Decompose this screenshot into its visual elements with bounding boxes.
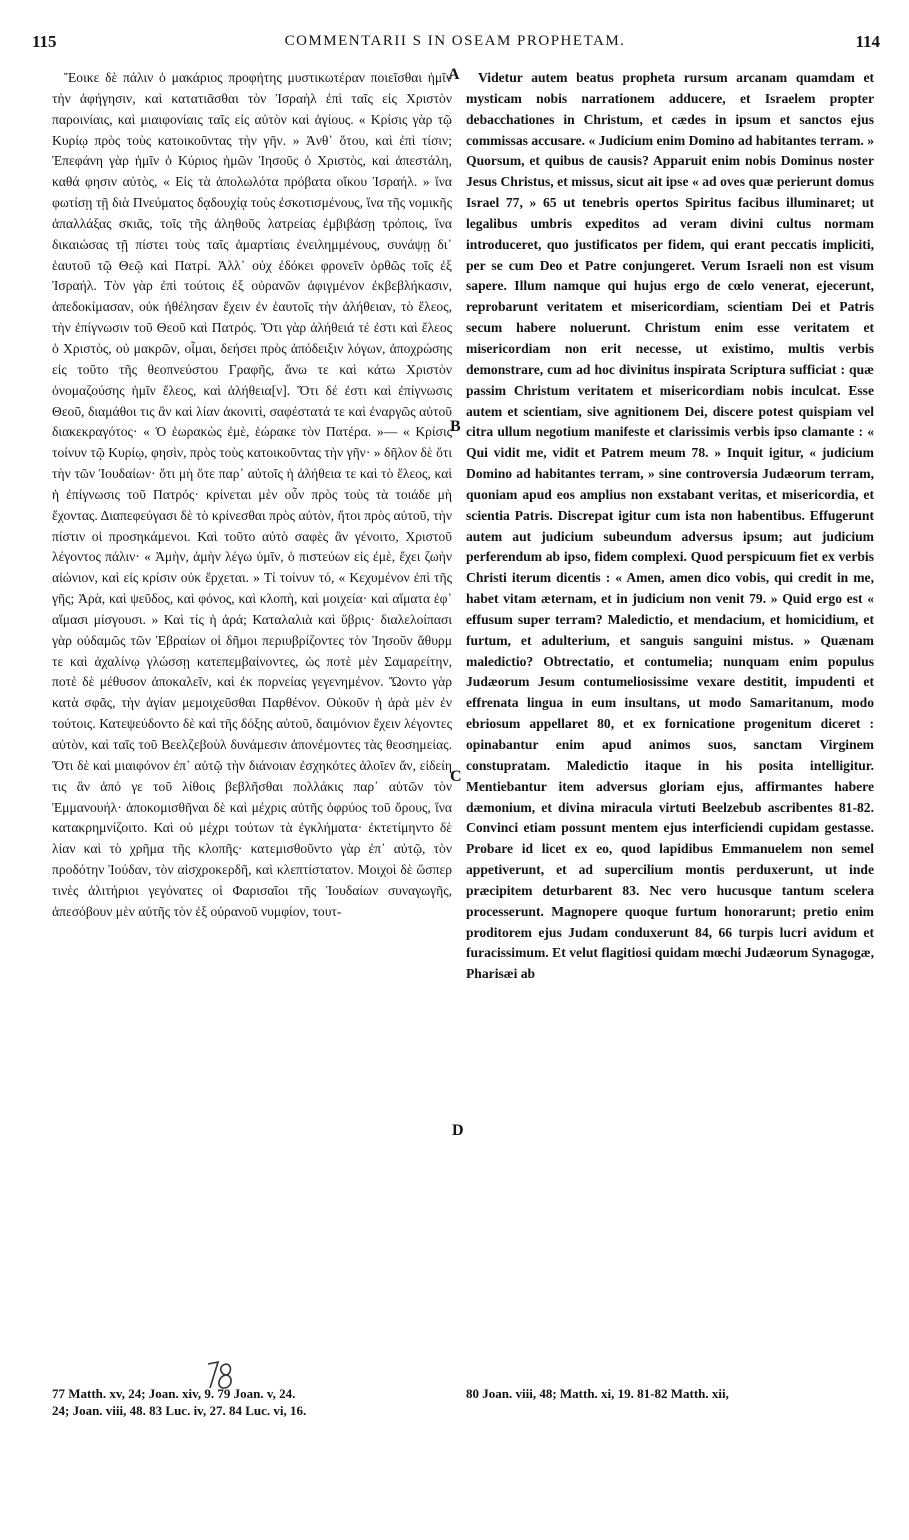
greek-column — [52, 68, 452, 1348]
running-header — [30, 32, 880, 54]
margin-letter-c: C — [450, 768, 462, 785]
footnotes-right — [466, 1385, 874, 1402]
latin-text: Videtur autem beatus propheta rursum arcanam quamdam et mysticam nobis narrationem adducere, et Israelem propter debacchationes in Christum, et cædes in ipsum et sanctos ejus commissas accusare. « Judicium enim Domino ad habitantes terram. » Quorsum, et quibus de causis? Apparuit enim nobis Dominus noster Jesus Christus, et missus, sicut ait ipse « ad oves quæ perierunt domus Israel 77, » 65 ut tenebris opertos Spiritus facibus illuminaret; ut legalibus umbris expeditos ad veram divini cultus normam introduceret, quo justificatos per fidem, qui erant peccatis impliciti, per se cum Deo et Patre conjungeret. Verum Israeli non est visum sapere. Illum namque qui hujus ergo de cœlo venerat, ejecerunt, reprobarunt veritatem et misericordiam, scientiam Dei et Patris secum habere noluerunt. Christum enim esse veritatem et misericordiam non erit necesse, ut existimo, multis verbis demonstrare, cum ad hoc divinitus inspirata Scriptura sufficiat : quæ passim Christum veritatem et misericordiam nobis inculcat. Esse autem et scientiam, sive agnitionem Dei, discere potest quispiam vel citra ullum negotium manifeste et clarissimis verbis ipso clamante : « Qui vidit me, vidit et Patrem meum 78. » Inquit igitur, « judicium Domino ad habitantes terram, » sine controversia Judæorum terram, quoniam apud eos amplius non exstabant veritas, et misericordia, et scientia Patris. Discrepat igitur cum ista non habentibus. Effugerunt autem aut judicium subeundum adversus ipsum; aut judicium perferendum ab ipso, fidem complexi. Quod perspicuum fiet ex verbis Christi iterum dicentis : « Amen, amen dico vobis, qui credit in me, habet vitam æternam, et in judicium non venit 79. » Quid ergo est « effusum super terram? Maledictio, et mendacium, et homicidium, et furtum, et adulterium, et sanguis sanguini mistus. » Quænam maledictio? Obtrectatio, et contumelia; nunquam enim populus Judæorum Jesum contumeliosissime vexare destitit, impudenti et effrenata lingua in eum insultans, ut modo Samaritanum, modo ebriosum appellaret 80, et ex fornicatione progenitum diceret : opinabantur enim apud animos suos, sanctam Virginem constupratam. Maledictio itaque in his posita intelligitur. Mentiebantur item adversus gloriam ejus, affirmantes habere dæmonium, et divina miracula virtuti Beelzebub ascribentes 81-82. Convinci etiam possunt mentem ejus interficiendi cupidam gestasse. Probare id licet ex eo, quod lapidibus Emmanuelem non semel appetiverunt, et ad supercilium montis perduxerunt, ut inde præcipitem deturbarent 83. Nec vero hucusque tantum scelera processerunt. Magnopere quoque furtum honorarunt; pretio enim proditorem ejus Judam conduxerunt 84, 66 turpis lucri avidum et furacissimum. Et velut flagitiosi quidam mœchi Judæorum Synagogæ, Pharisæi ab — [466, 70, 874, 982]
margin-letter-a: A — [448, 66, 460, 83]
page-number-left: 115 — [32, 32, 57, 51]
footnote-line: 80 Joan. viii, 48; Matth. xi, 19. 81-82 Matth. xii, — [466, 1386, 729, 1401]
page-number-right: 114 — [855, 32, 880, 51]
margin-letter-b: B — [450, 418, 461, 435]
margin-letter-d: D — [452, 1122, 464, 1139]
footnotes-left — [52, 1385, 452, 1419]
footnote-line: 77 Matth. xv, 24; Joan. xiv, 9. 79 Joan. v, 24. — [52, 1386, 296, 1401]
greek-text: Ἔοικε δὲ πάλιν ὁ μακάριος προφήτης μυστικωτέραν ποιεῖσθαι ἡμῖν τὴν ἀφήγησιν, καὶ κατατιᾶσθαι τὸν Ἰσραὴλ ἐπὶ ταῖς εἰς Χριστὸν παροινίαις, καὶ μιαιφονίαις ταῖς εἰς αὐτὸν καὶ ἁγίους. « Κρίσις γὰρ τῷ Κυρίῳ πρὸς τοὺς κατοικοῦντας τὴν γῆν. » Ἀνθ᾽ ὅτου, καὶ ἐπὶ τίσιν; Ἐπεφάνη γὰρ ἡμῖν ὁ Κύριος ἡμῶν Ἰησοῦς ὁ Χριστὸς, καὶ ἀπεστάλη, καθά φησιν αὐτὸς, « Εἰς τὰ ἀπολωλότα πρόβατα οἴκου Ἰσραήλ. » ἵνα φωτίσῃ τῇ διὰ Πνεύματος δᾳδουχίᾳ τοὺς ἐσκοτισμένους, ἵνα τῆς νομικῆς ἀπαλλάξας σκιᾶς, τοῖς τῆς ἀληθοῦς λατρείας ἐμβιβάσῃ τρόποις, ἵνα δικαιώσας τῇ πίστει τοὺς ταῖς ἁμαρτίαις ἐνειλημμένους, συνάψῃ δι᾽ ἑαυτοῦ τῷ Θεῷ καὶ Πατρί. Ἀλλ᾽ οὐχ ἐδόκει φρονεῖν ὀρθῶς τοῖς ἐξ Ἰσραήλ. Τὸν γὰρ ἐπὶ τούτοις ἐξ οὐρανῶν ἀφιγμένον ἐκβεβλήκασιν, ἀπεδοκίμασαν, οὐκ ἠθέλησαν ἔχειν ἐν ἑαυτοῖς τὴν ἀλήθειαν, τὸ ἔλεος, τὴν ἐπίγνωσιν τοῦ Θεοῦ καὶ Πατρός. Ὅτι γὰρ ἀλήθειά τέ ἐστι καὶ ἔλεος ὁ Χριστὸς, οὐ μακρῶν, οἶμαι, δεήσει πρὸς ἀπόδειξιν λόγων, ἀποχρώσης εἰς τοῦτο τῆς θεοπνεύστου Γραφῆς, ἄνω τε καὶ κάτω Χριστὸν ὀνομαζούσης ἡμῖν ἔλεος, καὶ ἀλήθεια[ν]. Ὅτι δέ ἐστι καὶ ἐπίγνωσις Θεοῦ, διαμάθοι τις ἂν καὶ λίαν ἀκονιτὶ, σαφέστατά τε καὶ ἐναργῶς αὐτοῦ διακεκραγότος· « Ὁ ἑωρακὼς ἐμὲ, ἑώρακε τὸν Πατέρα. »— « Κρίσις τοίνυν τῷ Κυρίῳ, φησὶν, πρὸς τοὺς κατοικοῦντας τὴν γῆν· » δῆλον δὲ ὅτι τὴν τῶν Ἰουδαίων· ὅτι μὴ ὅτε παρ᾽ αὐτοῖς ἡ ἀλήθεια τε καὶ τὸ ἔλεος, καὶ ἡ ἐπίγνωσις τοῦ Πατρός· κρίνεται μὲν οὖν πρὸς τοὺς τὰ τοιάδε μὴ ἔχοντας. Διαπεφεύγασι δὲ τὸ κρίνεσθαι πρὸς αὐτὸν, ἤτοι πρὸς αὐτοῦ, τὴν πίστιν οἱ προσηκάμενοι. Καὶ τοῦτο αὐτὸ σαφὲς ἂν γένοιτο, Χριστοῦ λέγοντος πάλιν· « Ἀμὴν, ἀμὴν λέγω ὑμῖν, ὁ πιστεύων εἰς ἐμὲ, ἔχει ζωὴν αἰώνιον, καὶ εἰς κρίσιν οὐκ ἔρχεται. » Τί τοίνυν τό, « Κεχυμένον ἐπὶ τῆς γῆς; Ἀρὰ, καὶ ψεῦδος, καὶ φόνος, καὶ κλοπὴ, καὶ μοιχεία· καὶ αἵματα ἐφ᾽ αἵμασι μίσγουσι. » Καὶ τίς ἡ ἀρά; Καταλαλιὰ καὶ ὕβρις· διαλελοίπασι γὰρ οὐδαμῶς τῶν Ἑβραίων οἱ δῆμοι περιυβρίζοντες τὸν Ἰησοῦν ἄθυρμ τε καὶ ἀχαλίνῳ γλώσσῃ κατεπεμβαίνοντες, ὡς ποτὲ μὲν Σαμαρείτην, ποτὲ δὲ μέθυσον ἀποκαλεῖν, καὶ ἐκ πορνείας γεγενημένον. Ὤοντο γὰρ κατὰ σφᾶς, τὴν ἁγίαν μεμοιχεῦσθαι Παρθένον. Οὐκοῦν ἡ ἀρὰ μὲν ἐν τούτοις. Κατεψεύδοντο δὲ καὶ τῆς δόξης αὐτοῦ, δαιμόνιον ἔχειν λέγοντες αὐτὸν, καὶ ταῖς τοῦ Βεελζεβοὺλ δυνάμεσιν ἀπονέμοντες τὰς θεοσημείας. Ὅτι δὲ καὶ μιαιφόνον ἐπ᾽ αὐτῷ τὴν διάνοιαν ἐσχηκότες ἁλοῖεν ἄν, εἰδείη τις ἂν ἀπό γε τοῦ λίθοις βεβλῆσθαι πολλάκις παρ᾽ αὐτῶν τὸν Ἐμμανουήλ· ἀποκομισθῆναι δὲ καὶ μέχρις αὐτῆς ὀφρύος τοῦ ὄρους, ἵνα κατακρημνίζοιτο. Καὶ οὐ μέχρι τούτων τὰ ἐγκλήματα· ἐκτετίμηντο δὲ λίαν καὶ τὸ χρῆμα τῆς κλοπῆς· κατεμισθοῦντο γὰρ ἐπ᾽ αὐτῷ, τὸν προδότην Ἰούδαν, τὸν αἰσχροκερδῆ, καὶ κλεπτίστατον. Μοιχοὶ δὲ ὥσπερ τινὲς ἀλιτήριοι γεγόνατες οἱ Φαρισαῖοι τῆς Ἰουδαίων συναγωγῆς, ἀπεσόβουν μὲν αὐτῆς τὸν ἐξ οὐρανοῦ νυμφίον, τουτ- — [52, 70, 452, 919]
latin-column — [466, 68, 874, 1348]
running-title: COMMENTARII S IN OSEAM PROPHETAM. — [284, 33, 626, 49]
footnote-line: 24; Joan. viii, 48. 83 Luc. iv, 27. 84 Luc. vi, 16. — [52, 1403, 307, 1418]
